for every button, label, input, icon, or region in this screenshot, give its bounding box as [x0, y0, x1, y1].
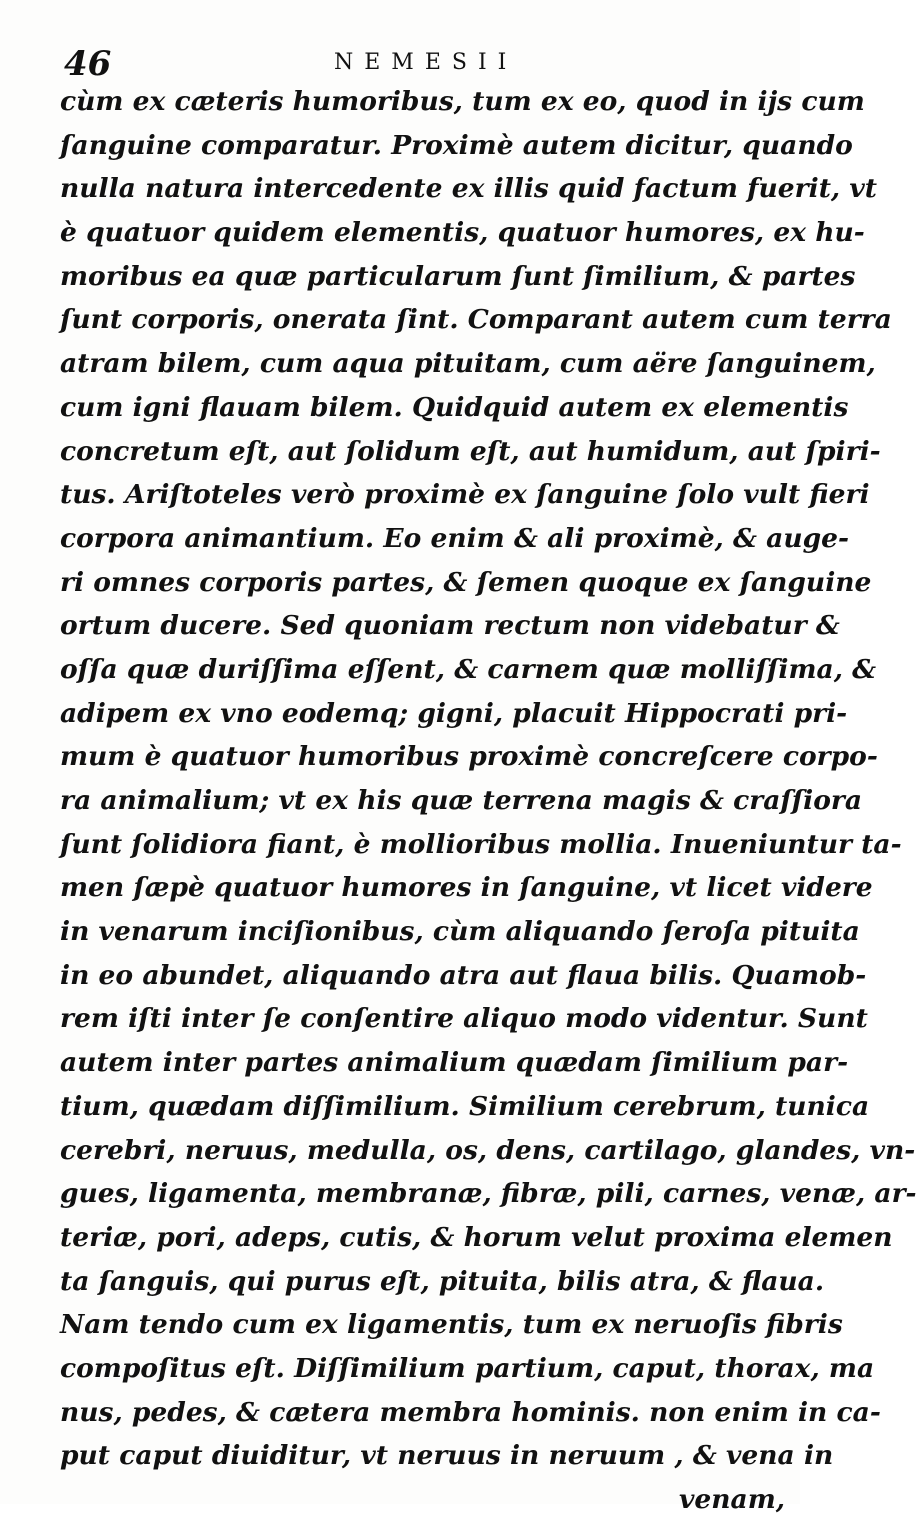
- text-line: mum è quatuor humoribus proximè concreſcere corpo-: [60, 741, 878, 773]
- text-line: in venarum inciſionibus, cùm aliquando ſeroſa pituita: [60, 916, 860, 948]
- running-head: NEMESII: [334, 50, 518, 75]
- text-line: nulla natura intercedente ex illis quid factum fuerit, vt: [60, 173, 878, 205]
- body-text: [60, 80, 917, 1522]
- text-line: men ſæpè quatuor humores in ſanguine, vt licet videre: [60, 872, 873, 904]
- text-line: adipem ex vno eodemq; gigni, placuit Hippocrati pri-: [60, 697, 848, 729]
- text-line: ſunt ſolidiora fiant, è mollioribus mollia. Inueniuntur ta-: [60, 828, 902, 860]
- page-number: 46: [64, 44, 112, 84]
- text-line: ortum ducere. Sed quoniam rectum non videbatur &: [60, 610, 840, 642]
- text-line: è quatuor quidem elementis, quatuor humores, ex hu-: [60, 217, 865, 249]
- catchword: venam,: [679, 1484, 785, 1515]
- text-line: ta ſanguis, qui purus eſt, pituita, bilis atra, & flaua.: [60, 1265, 825, 1297]
- text-line: put caput diuiditur, vt neruus in neruum , & vena in: [60, 1440, 834, 1472]
- text-line: autem inter partes animalium quædam ſimilium par-: [60, 1047, 849, 1079]
- text-line: concretum eſt, aut ſolidum eſt, aut humidum, aut ſpiri-: [60, 435, 881, 467]
- text-line: tium, quædam diſſimilium. Similium cerebrum, tunica: [60, 1090, 870, 1122]
- text-line: ſunt corporis, onerata ſint. Comparant autem cum terra: [60, 304, 892, 336]
- text-line: cerebri, neruus, medulla, os, dens, cartilago, glandes, vn-: [60, 1134, 916, 1166]
- text-line: nus, pedes, & cætera membra hominis. non enim in ca-: [60, 1396, 881, 1428]
- text-line: cum igni flauam bilem. Quidquid autem ex elementis: [60, 391, 849, 423]
- text-line: rem iſti inter ſe conſentire aliquo modo videntur. Sunt: [60, 1003, 868, 1035]
- text-line: moribus ea quæ particularum ſunt ſimilium, & partes: [60, 260, 856, 292]
- text-line: cùm ex cæteris humoribus, tum ex eo, quod in ijs cum: [60, 86, 865, 117]
- text-line: ri omnes corporis partes, & ſemen quoque ex ſanguine: [60, 566, 872, 598]
- text-line: compoſitus eſt. Diſſimilium partium, caput, thorax, ma: [60, 1352, 875, 1384]
- text-line: corpora animantium. Eo enim & ali proximè, & auge-: [60, 522, 849, 554]
- text-line: in eo abundet, aliquando atra aut flaua bilis. Quamob-: [60, 959, 867, 991]
- text-line: Nam tendo cum ex ligamentis, tum ex neruoſis fibris: [60, 1309, 843, 1341]
- text-line: ra animalium; vt ex his quæ terrena magis & craſſiora: [60, 785, 863, 816]
- text-line: teriæ, pori, adeps, cutis, & horum velut proxima elemen: [60, 1221, 893, 1253]
- text-line: oſſa quæ duriſſima eſſent, & carnem quæ molliſſima, &: [60, 653, 877, 685]
- text-line: tus. Ariſtoteles verò proximè ex ſanguine ſolo vult fieri: [60, 479, 870, 511]
- text-line: gues, ligamenta, membranæ, fibræ, pili, carnes, venæ, ar-: [60, 1178, 917, 1210]
- text-line: ſanguine comparatur. Proximè autem dicitur, quando: [60, 129, 853, 161]
- text-line: atram bilem, cum aqua pituitam, cum aëre ſanguinem,: [60, 348, 876, 380]
